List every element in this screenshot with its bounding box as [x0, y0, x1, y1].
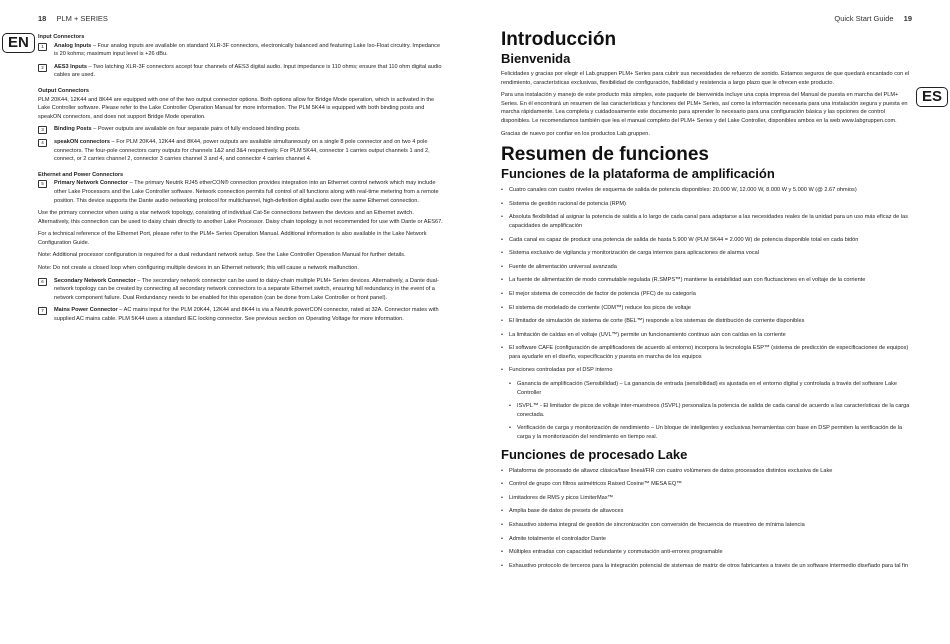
list-item: • Absoluta flexibilidad al asignar la potencia de salida a lo largo de cada canal para adaptarse a las necesidades reales de la unidad para un uso más eficaz de las capacidades de amplificación [501, 213, 911, 230]
intro-paragraph-3: Gracias de nuevo por confiar en los productos Lab.gruppen. [501, 130, 650, 137]
callout-number: 6 [38, 278, 47, 286]
guide-title: Quick Start Guide [834, 14, 894, 23]
list-item: • Exhaustivo sistema integral de gestión de sincronización con conversión de frecuencia de muestreo de mínima latencia [501, 521, 911, 530]
callout-number: 2 [38, 64, 47, 72]
intro-paragraph-2: Para una instalación y manejo de este producto más simples, este paquete de bienvenida incluye una copia impresa del Manual de puesta en marcha del PLM+ Series. En él encontrará un resumen de las características y funciones del PLM+ Series, así como la información necesaria para una instalación segura y puesta en marcha rápidamente. Lea completa y cuidadosamente este documento para aprender lo necesario para una configuración básica y las opciones de control disponibles. Le recomendamos también que lea el manual completo del PLM+ Series y del Lake Controller, disponibles ambos en la web www.labgruppen.com. [501, 92, 908, 124]
list-item: • Control de grupo con filtros asimétricos Raised Cosine™ MESA EQ™ [501, 480, 911, 489]
list-item: • El sistema de modelado de corriente (CDM™) reduce los picos de voltaje [501, 304, 911, 313]
callout-number: 7 [38, 307, 47, 315]
page-number: 19 [903, 14, 912, 23]
note-closed-loop: Note: Do not create a closed loop when configuring multiple devices in an Ethernet network; this will cause a network malfunction. [38, 265, 359, 272]
list-item: • Plataforma de procesado de altavoz clásica/fase lineal/FIR con cuatro volúmenes de datos procesados distintos exclusiva de Lake [501, 467, 911, 476]
list-item: • La fuente de alimentación de modo conmutable regulada (R.SMPS™) mantiene la estabilidad aun con fluctuaciones en el voltaje de la corriente [501, 276, 911, 285]
item-secondary-network: 6 Secondary Network Connector – The secondary network connector can be used to daisy-chain multiple PLM+ Series devices. Alternatively, a Dante dual-network topology can be created by connecting all secondary network connectors to a separate Ethernet switch, ensuring full redundancy in the event of a network component failure. Dual Redundancy needs to be enabled for this operation (can be done from Lake Controller or front panel). [38, 277, 444, 303]
note-redundant: Note: Additional processor configuration is required for a dual redundant network setup. See the Lake Controller Operation Manual for further details. [38, 252, 406, 259]
welcome-title: Bienvenida [501, 51, 571, 66]
list-item: • Amplia base de datos de presets de altavoces [501, 507, 911, 516]
left-content [38, 33, 444, 328]
intro-paragraph-1: Felicidades y gracias por elegir el Lab.gruppen PLM+ Series para cubrir sus necesidades de refuerzo de sonido. Estamos seguros de que quedará encantado con el rendimiento, características exclusivas, flexibilidad de configuración, fiabilidad y resistencia a largo plazo que le ofrecen este producto. [501, 71, 910, 86]
callout-number: 1 [38, 43, 47, 51]
output-connectors-heading: Output Connectors [38, 87, 89, 94]
amp-feature-list [501, 186, 911, 441]
list-item: • El software CAFE (configuración de amplificadores de acuerdo al entorno) incorpora la tecnología ESP™ (sistema de predicción de especificaciones de equipos) para ayudarle en el diseño, especificación y puesta en marcha de los equipos [501, 344, 911, 361]
item-speakon: 4 speakON connectors – For PLM 20K44, 12K44 and 8K44, power outputs are available simultaneously on a single 8 pole connector and on two 4 pole connectors. The four-pole connectors carry outputs for channels 1&2 and 3&4 respectively. For PLM 5K44, connector 1 carries output channels 1 and 2, connect, or 2 carries channel 2, connector 3 carries channel 3 and 4, and connector 4 carries channel 4. [38, 138, 444, 164]
page-number: 18 [38, 14, 47, 23]
item-primary-network: 5 Primary Network Connector – The primary Neutrik RJ45 etherCON® connection provides integration into an Ethernet control network which may include other Lake Processors and the Lake Controller software. Network connection permits full control of all functions along with real-time metering from a remote position. This device supports the Dante audio networking protocol for multichannel, high-definition digital audio over the same Ethernet connection. [38, 179, 444, 205]
item-aes3-inputs: 2 AES3 Inputs – Two latching XLR-3F connectors accept four channels of AES3 digital audio. Input impedance is 110 ohms; ensure that 110 ohm digital audio cables are used. [38, 63, 444, 80]
callout-number: 3 [38, 126, 47, 134]
left-header [38, 14, 108, 23]
intro-title: Introducción [501, 29, 617, 50]
sub-list-item: • Verificación de carga y monitorización de rendimiento – Un bloque de inteligentes y exclusivas herramientas con base en DSP permiten la verificación de la carga y la monitorización del rendimiento en tiempo real. [509, 424, 911, 441]
ethernet-power-heading: Ethernet and Power Connectors [38, 171, 124, 178]
star-topology-paragraph: Use the primary connector when using a star network topology, consisting of individual Cat-5e connections between the devices and an Ethernet switch. Alternatively, this connection can be used to daisy chain directly to another Lake Processor. Daisy chain topology is not recommended for use with Dante or AES67. [38, 210, 443, 225]
lake-feature-list [501, 467, 911, 571]
item-mains-power: 7 Mains Power Connector – AC mains input for the PLM 20K44, 12K44 and 8K44 is via a Neutrik powerCON connector, rated at 32A. Connector mates with supplied AC mains cable. PLM 5K44 uses a standard IEC locking connector. See previous section on Operating Voltage for more information. [38, 306, 444, 323]
list-item: • Cada canal es capaz de producir una potencia de salida de hasta 5.900 W (PLM 5K44 = 2.000 W) de potencia disponible total en cada bidón [501, 236, 911, 245]
list-item: • Múltiples entradas con capacidad redundante y conmutación anti-errores programable [501, 548, 911, 557]
right-page [475, 0, 950, 644]
callout-number: 5 [38, 180, 47, 188]
list-item: • Sistema de gestión racional de potencia (RPM) [501, 200, 911, 209]
list-item: • Sistema exclusivo de vigilancia y monitorización de carga internos para aplicaciones de alarma vocal [501, 249, 911, 258]
sub-list-item: • Ganancia de amplificación (Sensibilidad) – La ganancia de entrada (sensibilidad) es ajustada en el entorno digital y controlada a través del software Lake Controller [509, 380, 911, 397]
sub-list-item: • ISVPL™ - El limitador de picos de voltaje inter-muestreos (ISVPL) personaliza la potencia de salida de cada canal de acuerdo a las características de la carga conectada. [509, 402, 911, 419]
list-item: • El limitador de simulación de sistema de corte (BEL™) responde a los sistemas de distribución de corriente disponibles [501, 317, 911, 326]
right-content [501, 29, 911, 575]
right-header [834, 14, 912, 23]
list-item: • Exhaustivo protocolo de terceros para la integración potencial de sistemas de matriz de otros fabricantes a través de un software intermedio diseñado para tal fin [501, 562, 911, 571]
list-item: • Funciones controladas por el DSP interno [501, 366, 911, 375]
list-item: • Admite totalmente el controlador Dante [501, 535, 911, 544]
series-name: PLM + SERIES [56, 14, 108, 23]
item-analog-inputs: 1 Analog Inputs – Four analog inputs are available on standard XLR-3F connectors, electronically balanced and featuring Lake Iso-Float circuitry. Impedance is 20 kohms; maximum input level is +26 dBu. [38, 42, 444, 59]
language-tab-en: EN [2, 33, 35, 53]
callout-number: 4 [38, 139, 47, 147]
item-binding-posts: 3 Binding Posts – Power outputs are available on four separate pairs of fully enclosed binding posts. [38, 125, 444, 134]
list-item: • La limitación de caídas en el voltaje (UVL™) permite un funcionamiento continuo aún con caídas en la corriente [501, 331, 911, 340]
list-item: • Cuatro canales con cuatro niveles de esquema de salida de potencia disponibles: 20.000 W, 12.000 W, 8.000 W y 5.000 W (@ 2.67 ohmios) [501, 186, 911, 195]
language-tab-es: ES [916, 87, 948, 107]
input-connectors-heading: Input Connectors [38, 34, 85, 40]
output-paragraph: PLM 20K44, 12K44 and 8K44 are equipped with one of the two output connector options. Both options allow for Bridge Mode operation, which is activated in the Lake Controller software. Please refer to the Lake Controller Operation Manual for more information. The PLM 5K44 is equipped with both binding posts and speakON connectors, and does not support Bridge Mode operation. [38, 96, 435, 120]
list-item: • Fuente de alimentación universal avanzada [501, 263, 911, 272]
list-item: • El mejor sistema de corrección de factor de potencia (PFC) de su categoría [501, 290, 911, 299]
reference-paragraph: For a technical reference of the Ethernet Port, please refer to the PLM+ Series Operation Manual. Additional information is also available in the Lake Network Configuration Guide. [38, 231, 427, 246]
lake-processing-title: Funciones de procesado Lake [501, 446, 688, 462]
summary-title: Resumen de funciones [501, 144, 709, 166]
amp-platform-title: Funciones de la plataforma de amplificación [501, 166, 775, 182]
list-item: • Limitadores de RMS y picos LimiterMax™ [501, 494, 911, 503]
